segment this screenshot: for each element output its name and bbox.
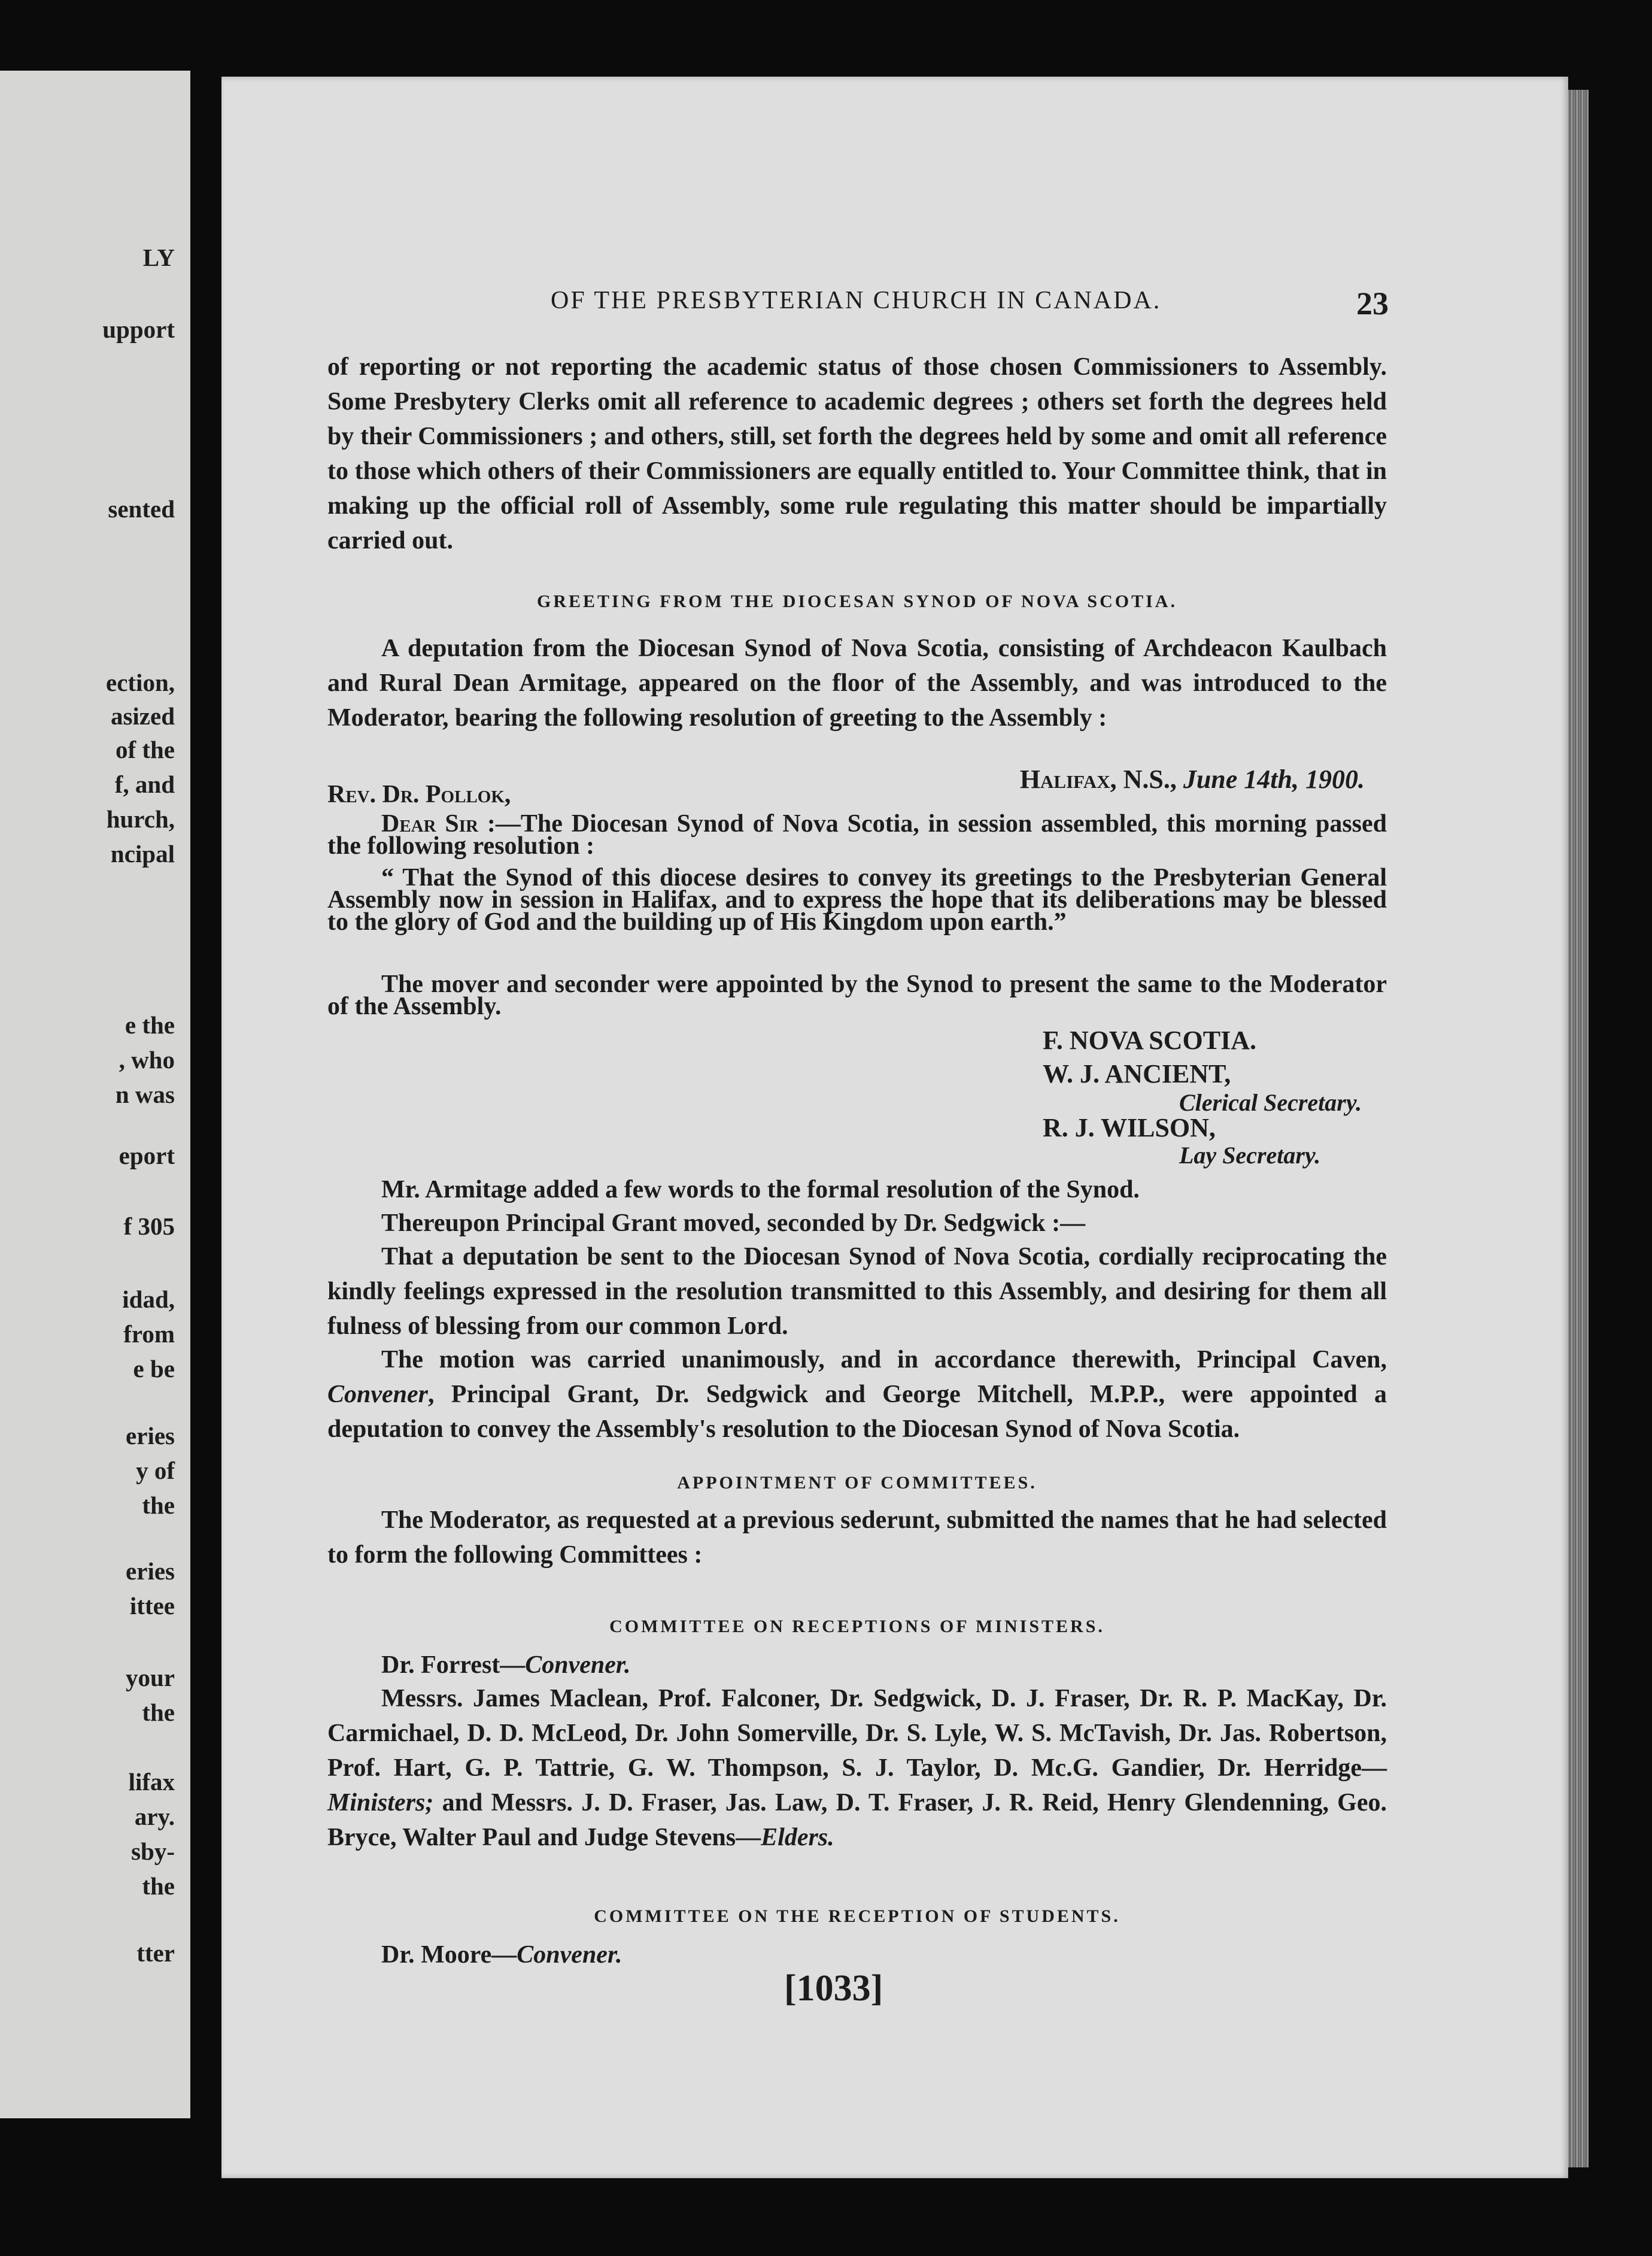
- heading-receptions-ministers: COMMITTEE ON RECEPTIONS OF MINISTERS.: [609, 1617, 1105, 1636]
- paragraph-carried: [327, 1342, 1387, 1447]
- heading-greeting: GREETING FROM THE DIOCESAN SYNOD OF NOVA SCOTIA.: [537, 592, 1177, 611]
- left-facing-page: [0, 71, 190, 2118]
- left-page-fragment: LY: [142, 244, 175, 271]
- left-page-fragment: tter: [136, 1939, 175, 1967]
- left-page-fragment: , who: [119, 1046, 175, 1074]
- messrs-elders: Elders.: [761, 1824, 834, 1851]
- left-page-fragment: eport: [119, 1142, 175, 1169]
- paragraph-moderator: The Moderator, as requested at a previous sederunt, submitted the names that he had selected to form the following Committees :: [327, 1506, 1387, 1569]
- left-page-fragment: ection,: [106, 669, 175, 696]
- left-page-fragment: ittee: [129, 1592, 175, 1620]
- resolution-quote: “ That the Synod of this diocese desires to convey its greetings to the Presbyterian General Assembly now in session in Halifax, and to express the hope that its deliberations may be blessed to the glory of God and the building up of His Kingdom upon earth.”: [327, 864, 1387, 936]
- paragraph-messrs: [327, 1681, 1387, 1855]
- signature-bishop: F. NOVA SCOTIA.: [1043, 1026, 1257, 1055]
- heading-appointment: APPOINTMENT OF COMMITTEES.: [677, 1473, 1037, 1493]
- messrs-ministers: Ministers;: [327, 1789, 434, 1817]
- left-page-fragment: y of: [136, 1457, 175, 1484]
- carried-text-b: , Principal Grant, Dr. Sedgwick and George Mitchell, M.P.P., were appointed a deputation to convey the Assembly's resolution to the Diocesan Synod of Nova Scotia.: [327, 1381, 1387, 1443]
- forrest-role: Convener.: [525, 1651, 631, 1679]
- left-page-fragment: e be: [133, 1355, 175, 1382]
- messrs-text-a: Messrs. James Maclean, Prof. Falconer, Dr. Sedgwick, D. J. Fraser, Dr. R. P. MacKay, Dr. Carmichael, D. D. McLeod, Dr. John Somerville, Dr. S. Lyle, W. S. McTavish, Dr. Jas. Robertson, Prof. Hart, G. P. Tattrie, G. W. Thompson, S. J. Taylor, D. Mc.G. Gandier, Dr. Herridge—: [327, 1685, 1387, 1782]
- dear-sir-text: :—The Diocesan Synod of Nova Scotia, in session assembled, this morning passed the following resolution :: [327, 810, 1387, 860]
- left-page-fragment: ncipal: [110, 840, 175, 868]
- signature-ancient-role: Clerical Secretary.: [1179, 1089, 1362, 1116]
- left-page-fragment: ary.: [134, 1803, 175, 1830]
- letter-place: Halifax, N.S.,: [1019, 765, 1177, 794]
- left-page-fragment: hurch,: [106, 805, 175, 833]
- salutation: Rev. Dr. Pollok,: [327, 781, 511, 808]
- paragraph-dear-sir: [327, 810, 1387, 860]
- carried-convener: Convener: [327, 1381, 428, 1408]
- left-page-fragment: lifax: [128, 1768, 175, 1796]
- carried-text-a: The motion was carried unanimously, and in accordance therewith, Principal Caven,: [381, 1346, 1387, 1373]
- signature-ancient: W. J. ANCIENT,: [1043, 1059, 1231, 1088]
- messrs-text-b: and Messrs. J. D. Fraser, Jas. Law, D. T. Fraser, J. R. Reid, Henry Glendenning, Geo. Bryce, Walter Paul and Judge Stevens—: [327, 1789, 1387, 1851]
- folio-number: [1033]: [784, 1968, 883, 2009]
- left-page-fragment: idad,: [122, 1285, 175, 1313]
- left-page-fragment: of the: [115, 736, 175, 763]
- page-number: 23: [1356, 286, 1389, 322]
- left-page-fragment: f, and: [114, 771, 175, 798]
- left-page-fragment: eries: [126, 1557, 175, 1585]
- letter-date: June 14th, 1900.: [1183, 765, 1365, 794]
- paragraph-armitage: Mr. Armitage added a few words to the formal resolution of the Synod.: [381, 1176, 1140, 1203]
- left-page-fragment: the: [142, 1699, 175, 1726]
- paragraph-mover: The mover and seconder were appointed by the Synod to present the same to the Moderator of the Assembly.: [327, 971, 1387, 1020]
- left-page-fragment: sented: [108, 495, 175, 523]
- heading-reception-students: COMMITTEE ON THE RECEPTION OF STUDENTS.: [594, 1906, 1120, 1926]
- left-page-fragment: eries: [126, 1422, 175, 1450]
- forrest-convener: [327, 1648, 1387, 1682]
- left-page-fragment: e the: [124, 1011, 175, 1039]
- forrest-name: Dr. Forrest—: [381, 1651, 526, 1679]
- paragraph-academic-status: of reporting or not reporting the academic status of those chosen Commissioners to Assembly. Some Presbytery Clerks omit all reference to academic degrees ; others set forth the degrees held by their Commissioners ; and others, still, set forth the degrees held by some and omit all reference to those which others of their Commissioners are equally entitled to. Your Committee think, that in making up the official roll of Assembly, some rule regulating this matter should be impartially carried out.: [327, 353, 1387, 554]
- signature-wilson-role: Lay Secretary.: [1179, 1142, 1321, 1169]
- left-page-fragment: from: [123, 1320, 175, 1348]
- dear-sir-label: Dear Sir: [381, 810, 479, 838]
- paragraph-deputation: A deputation from the Diocesan Synod of Nova Scotia, consisting of Archdeacon Kaulbach and Rural Dean Armitage, appeared on the floor of the Assembly, and was introduced to the Moderator, bearing the following resolution of greeting to the Assembly :: [327, 635, 1387, 732]
- moore-name: Dr. Moore—: [381, 1941, 517, 1969]
- left-page-fragment: f 305: [123, 1212, 175, 1240]
- paragraph-motion: That a deputation be sent to the Diocesan Synod of Nova Scotia, cordially reciprocating the kindly feelings expressed in the resolution transmitted to this Assembly, and desiring for them all fulness of blessing from our common Lord.: [327, 1243, 1387, 1340]
- page-edge: [1568, 90, 1589, 2167]
- left-page-fragment: n was: [115, 1081, 175, 1108]
- signature-wilson: R. J. WILSON,: [1043, 1113, 1216, 1142]
- left-page-fragment: the: [142, 1491, 175, 1519]
- running-head: OF THE PRESBYTERIAN CHURCH IN CANADA.: [551, 287, 1162, 314]
- left-page-fragment: asized: [110, 702, 175, 730]
- left-page-fragment: upport: [102, 316, 175, 343]
- paragraph-thereupon: Thereupon Principal Grant moved, seconded by Dr. Sedgwick :—: [381, 1209, 1086, 1237]
- left-page-fragment: the: [142, 1872, 175, 1900]
- moore-role: Convener.: [517, 1941, 622, 1969]
- left-page-fragment: your: [126, 1664, 175, 1691]
- book-gutter: [190, 71, 221, 2118]
- left-page-fragment: sby-: [131, 1837, 175, 1865]
